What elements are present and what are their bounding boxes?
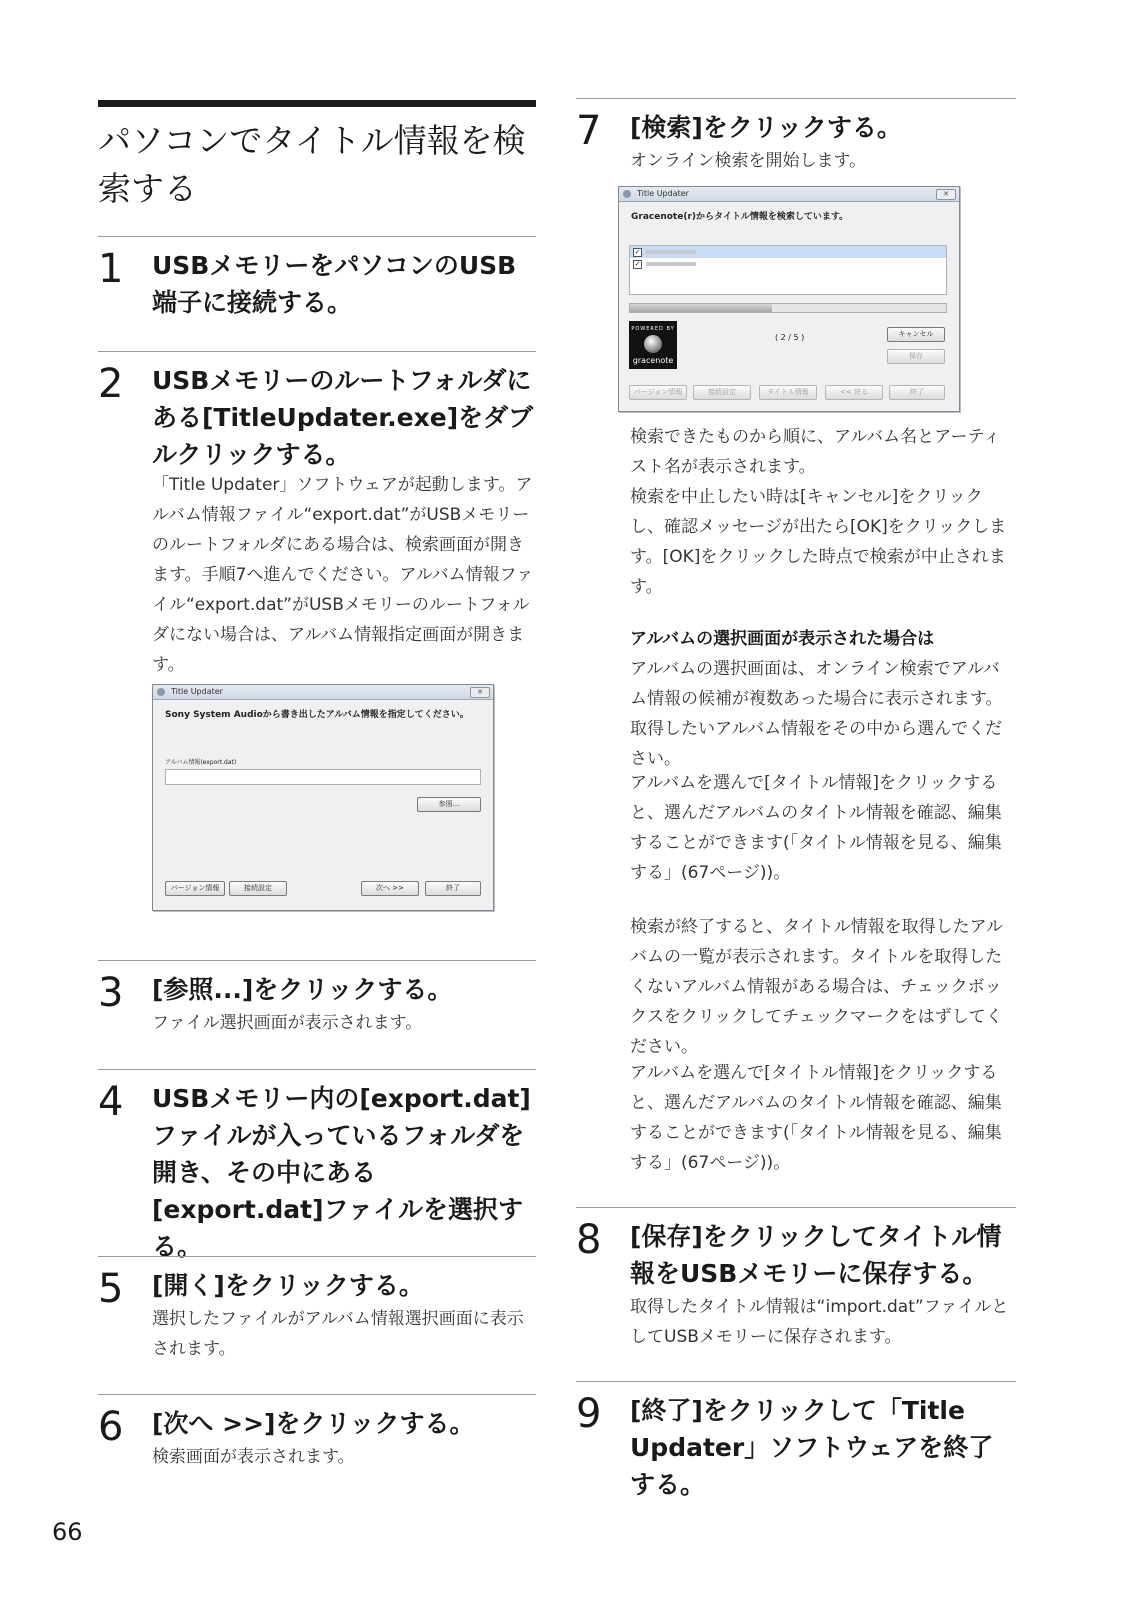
step-3 xyxy=(98,960,536,1061)
step-description: 「Title Updater」ソフトウェアが起動します。アルバム情報ファイル“export.dat”がUSBメモリーのルートフォルダにある場合は、検索画面が開きます。手順7へ進んでください。アルバム情報ファイル“export.dat”がUSBメモリーのルートフォルダにない場合は、アルバム情報指定画面が開きます。 xyxy=(152,475,534,675)
step-number: 8 xyxy=(576,1217,602,1263)
step-number: 6 xyxy=(98,1404,124,1450)
step-number: 4 xyxy=(98,1079,124,1125)
close-button[interactable]: ✕ xyxy=(470,687,490,698)
album-info-path-input[interactable] xyxy=(165,769,481,785)
version-info-button[interactable]: バージョン情報 xyxy=(165,881,225,896)
step-7-note-3: アルバムの選択画面は、オンライン検索でアルバム情報の候補が複数あった場合に表示されます。取得したいアルバム情報をその中から選んでください。 xyxy=(630,659,1003,769)
album-info-window xyxy=(152,684,494,911)
page-number: 66 xyxy=(52,1518,83,1546)
step-heading: [終了]をクリックして「Title Updater」ソフトウェアを終了する。 xyxy=(630,1396,994,1499)
album-selection-subheading: アルバムの選択画面が表示された場合は xyxy=(630,629,935,649)
step-heading: [保存]をクリックしてタイトル情報をUSBメモリーに保存する。 xyxy=(630,1222,1002,1288)
album-entry-placeholder xyxy=(646,262,696,266)
step-7-note-4: アルバムを選んで[タイトル情報]をクリックすると、選んだアルバムのタイトル情報を確認、編集することができます(「タイトル情報を見る、編集する」(67ページ))。 xyxy=(630,773,1002,883)
step-9 xyxy=(576,1381,1016,1512)
step-4 xyxy=(98,1069,536,1261)
back-button[interactable]: << 戻る xyxy=(825,385,883,400)
version-info-button[interactable]: バージョン情報 xyxy=(629,385,687,400)
step-description: 検索画面が表示されます。 xyxy=(152,1447,355,1467)
album-info-field-label: アルバム情報(export.dat) xyxy=(165,759,237,766)
window-title: Title Updater xyxy=(171,687,223,696)
window-prompt: Sony System Audioから書き出したアルバム情報を指定してください。 xyxy=(165,710,469,720)
window-titlebar xyxy=(619,187,959,202)
step-number: 3 xyxy=(98,970,124,1016)
step-heading: [参照...]をクリックする。 xyxy=(152,975,453,1004)
checkbox[interactable]: ✓ xyxy=(634,248,641,256)
logo-brand: gracenote xyxy=(632,356,674,365)
step-description: 取得したタイトル情報は“import.dat”ファイルとしてUSBメモリーに保存されます。 xyxy=(630,1297,1009,1347)
cancel-button[interactable]: キャンセル xyxy=(887,327,945,342)
list-item[interactable] xyxy=(630,258,946,270)
connection-settings-button[interactable]: 接続設定 xyxy=(693,385,751,400)
window-titlebar xyxy=(153,685,493,700)
search-progress-bar xyxy=(629,303,947,313)
step-8 xyxy=(576,1207,1016,1368)
album-entry-placeholder xyxy=(646,250,696,254)
step-7 xyxy=(576,98,1016,179)
section-title: パソコンでタイトル情報を検索する xyxy=(98,100,536,213)
step-description: 選択したファイルがアルバム情報選択画面に表示されます。 xyxy=(152,1309,524,1359)
step-heading: USBメモリー内の[export.dat]ファイルが入っているフォルダを開き、その中にある[export.dat]ファイルを選択する。 xyxy=(152,1084,531,1261)
search-window xyxy=(618,186,960,412)
exit-button[interactable]: 終了 xyxy=(889,385,945,400)
exit-button[interactable]: 終了 xyxy=(425,881,481,896)
step-1 xyxy=(98,236,536,347)
list-item[interactable] xyxy=(630,246,946,258)
next-button[interactable]: 次へ >> xyxy=(361,881,419,896)
browse-button[interactable]: 参照... xyxy=(417,797,481,812)
progress-fill xyxy=(630,304,772,312)
app-icon xyxy=(157,688,165,696)
step-number: 9 xyxy=(576,1391,602,1437)
step-number: 7 xyxy=(576,108,602,154)
step-heading: [開く]をクリックする。 xyxy=(152,1271,424,1300)
gracenote-logo xyxy=(629,321,677,369)
step-5 xyxy=(98,1256,536,1387)
step-number: 1 xyxy=(98,246,124,292)
gracenote-disc-icon xyxy=(644,335,662,353)
step-heading: [次へ >>]をクリックする。 xyxy=(152,1409,475,1438)
search-counter: ( 2 / 5 ) xyxy=(775,333,805,342)
window-prompt: Gracenote(r)からタイトル情報を検索しています。 xyxy=(631,212,849,222)
app-icon xyxy=(623,190,631,198)
step-7-note-5: 検索が終了すると、タイトル情報を取得したアルバムの一覧が表示されます。タイトルを取得したくないアルバム情報がある場合は、チェックボックスをクリックしてチェックマークをはずしてください。 xyxy=(630,917,1003,1057)
step-7-note-1: 検索できたものから順に、アルバム名とアーティスト名が表示されます。 xyxy=(630,427,1001,477)
title-info-button[interactable]: タイトル情報 xyxy=(759,385,817,400)
close-button[interactable]: ✕ xyxy=(936,189,956,200)
album-list[interactable] xyxy=(629,245,947,295)
step-description: オンライン検索を開始します。 xyxy=(630,151,867,171)
step-heading: [検索]をクリックする。 xyxy=(630,113,902,142)
step-7-note-6: アルバムを選んで[タイトル情報]をクリックすると、選んだアルバムのタイトル情報を確認、編集することができます(「タイトル情報を見る、編集する」(67ページ))。 xyxy=(630,1063,1002,1173)
step-description: ファイル選択画面が表示されます。 xyxy=(152,1013,423,1033)
connection-settings-button[interactable]: 接続設定 xyxy=(229,881,287,896)
checkbox[interactable]: ✓ xyxy=(634,260,641,268)
logo-powered-by: POWERED BY xyxy=(631,326,675,332)
step-number: 5 xyxy=(98,1266,124,1312)
window-title: Title Updater xyxy=(637,189,689,198)
step-7-note-2: 検索を中止したい時は[キャンセル]をクリックし、確認メッセージが出たら[OK]をクリックします。[OK]をクリックした時点で検索が中止されます。 xyxy=(630,487,1007,597)
step-number: 2 xyxy=(98,361,124,407)
save-button[interactable]: 保存 xyxy=(887,349,945,364)
step-heading: USBメモリーをパソコンのUSB端子に接続する。 xyxy=(152,251,517,317)
step-heading: USBメモリーのルートフォルダにある[TitleUpdater.exe]をダブルクリックする。 xyxy=(152,366,534,469)
step-6 xyxy=(98,1394,536,1485)
